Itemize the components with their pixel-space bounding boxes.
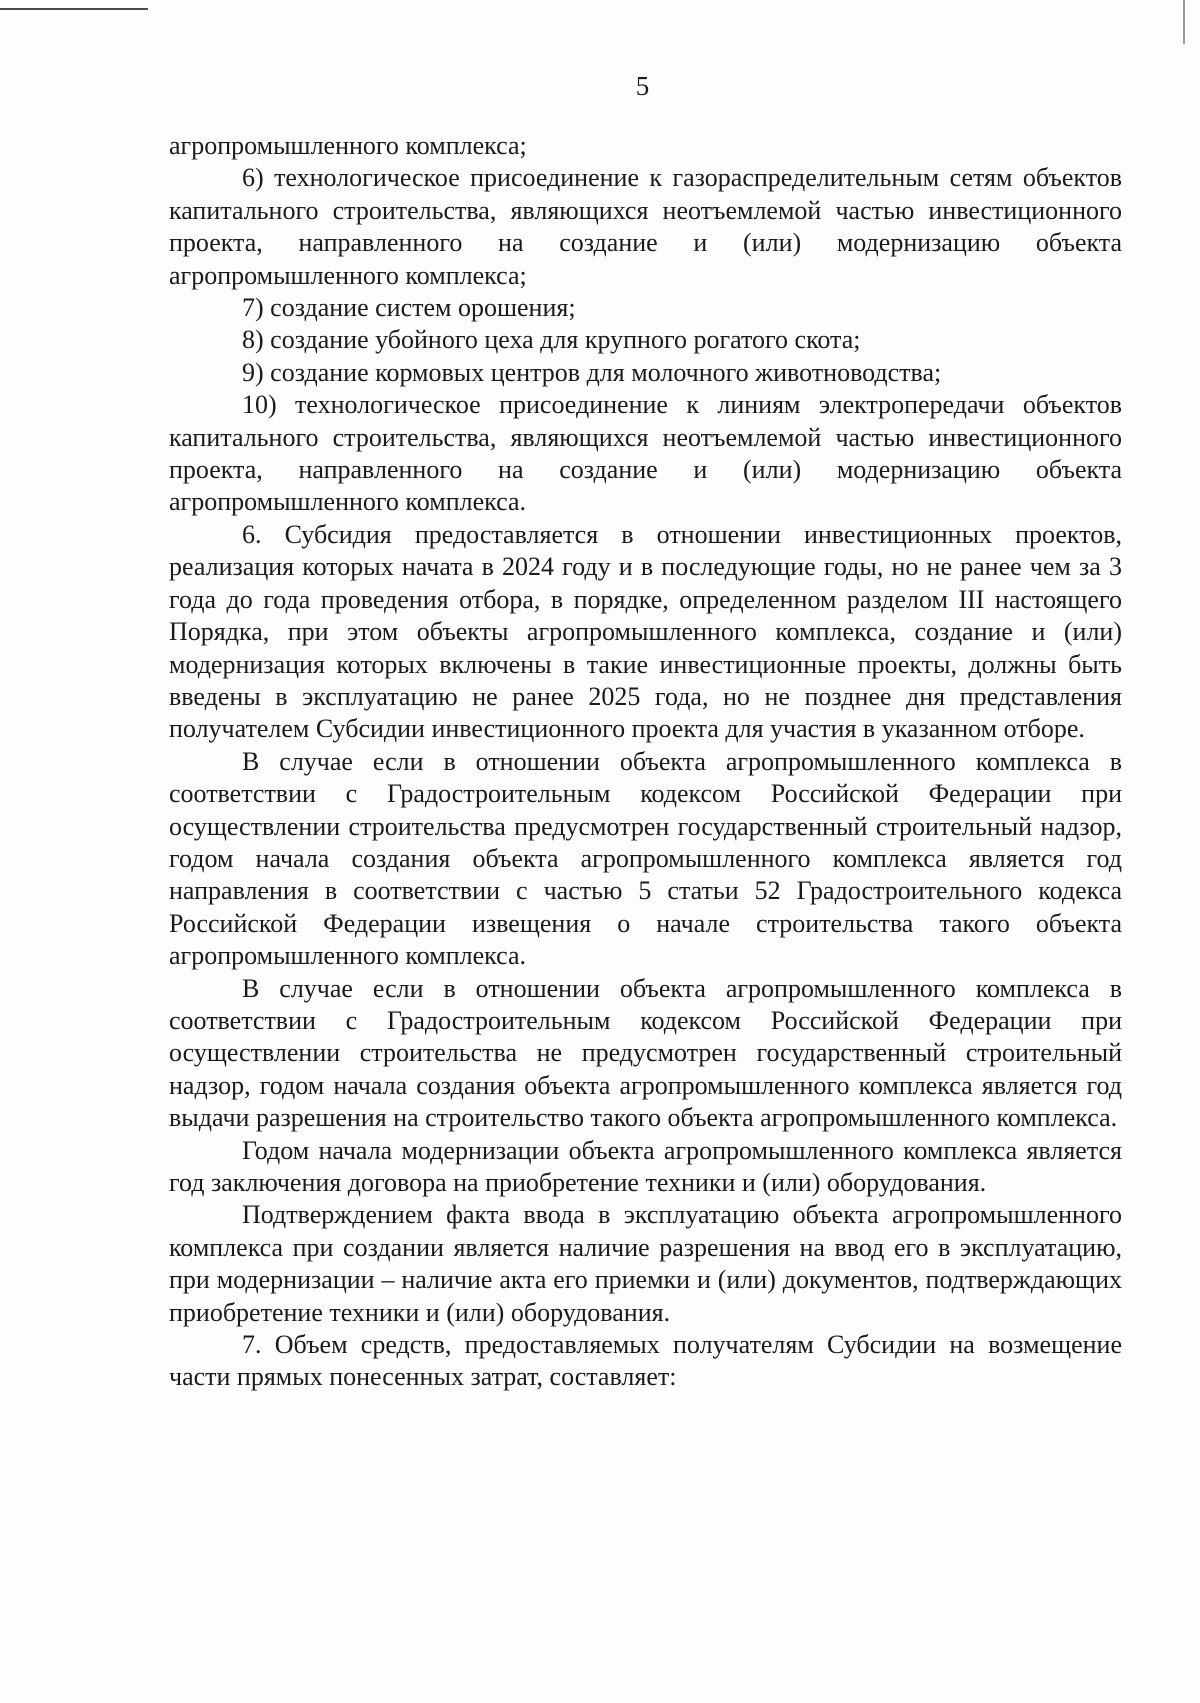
list-item-7-irrigation: 7) создание систем орошения; [242, 293, 576, 323]
list-item-6-gas-connection: 6) технологическое присоединение к газораспределительным сетям объектов капитального строительства, являющихся неотъемлемой частью инвестиционного проекта, направленного на создание и (или) модернизацию объекта агропромышленного комплекса; [169, 163, 1122, 290]
clause-7-funding-volume: 7. Объем средств, предоставляемых получателям Субсидии на возмещение части прямых понесенных затрат, составляет: [169, 1330, 1122, 1392]
list-item-10-power-lines: 10) технологическое присоединение к линиям электропередачи объектов капитального строительства, являющихся неотъемлемой частью инвестиционного проекта, направленного на создание и (или) модернизацию объекта агропромышленного комплекса. [169, 390, 1122, 517]
list-item-8-slaughterhouse: 8) создание убойного цеха для крупного рогатого скота; [242, 325, 861, 355]
scan-edge-line [0, 8, 148, 10]
paragraph-no-state-supervision: В случае если в отношении объекта агропромышленного комплекса в соответствии с Градостроительным кодексом Российской Федерации при осуществлении строительства не предусмотрен государственный строительный надзор, годом начала создания объекта агропромышленного комплекса является год выдачи разрешения на строительство такого объекта агропромышленного комплекса. [169, 973, 1122, 1133]
scan-edge-mark [1183, 0, 1185, 44]
paragraph-commissioning-proof: Подтверждением факта ввода в эксплуатацию объекта агропромышленного комплекса при создании является наличие разрешения на ввод его в эксплуатацию, при модернизации – наличие акта его приемки и (или) документов, подтверждающих приобретение техники и (или) оборудования. [169, 1200, 1122, 1327]
paragraph-modernization-year: Годом начала модернизации объекта агропромышленного комплекса является год заключения договора на приобретение техники и (или) оборудования. [169, 1135, 1122, 1197]
paragraph-agro-complex-end: агропромышленного комплекса; [169, 131, 527, 160]
clause-6-subsidy: 6. Субсидия предоставляется в отношении инвестиционных проектов, реализация которых начата в 2024 году и в последующие годы, но не ранее чем за 3 года до года проведения отбора, в порядке, определенном разделом III настоящего Порядка, при этом объекты агропромышленного комплекса, создание и (или) модернизация которых включены в такие инвестиционные проекты, должны быть введены в эксплуатацию не ранее 2025 года, но не позднее дня представления получателем Субсидии инвестиционного проекта для участия в указанном отборе. [169, 519, 1122, 744]
page-number: 5 [635, 71, 650, 101]
paragraph-state-supervision: В случае если в отношении объекта агропромышленного комплекса в соответствии с Градостроительным кодексом Российской Федерации при осуществлении строительства предусмотрен государственный строительный надзор, годом начала создания объекта агропромышленного комплекса является год направления в соответствии с частью 5 статьи 52 Градостроительного кодекса Российской Федерации извещения о начале строительства такого объекта агропромышленного комплекса. [169, 746, 1122, 971]
document-body [169, 130, 1122, 1394]
list-item-9-feed-centers: 9) создание кормовых центров для молочного животноводства; [242, 357, 942, 387]
